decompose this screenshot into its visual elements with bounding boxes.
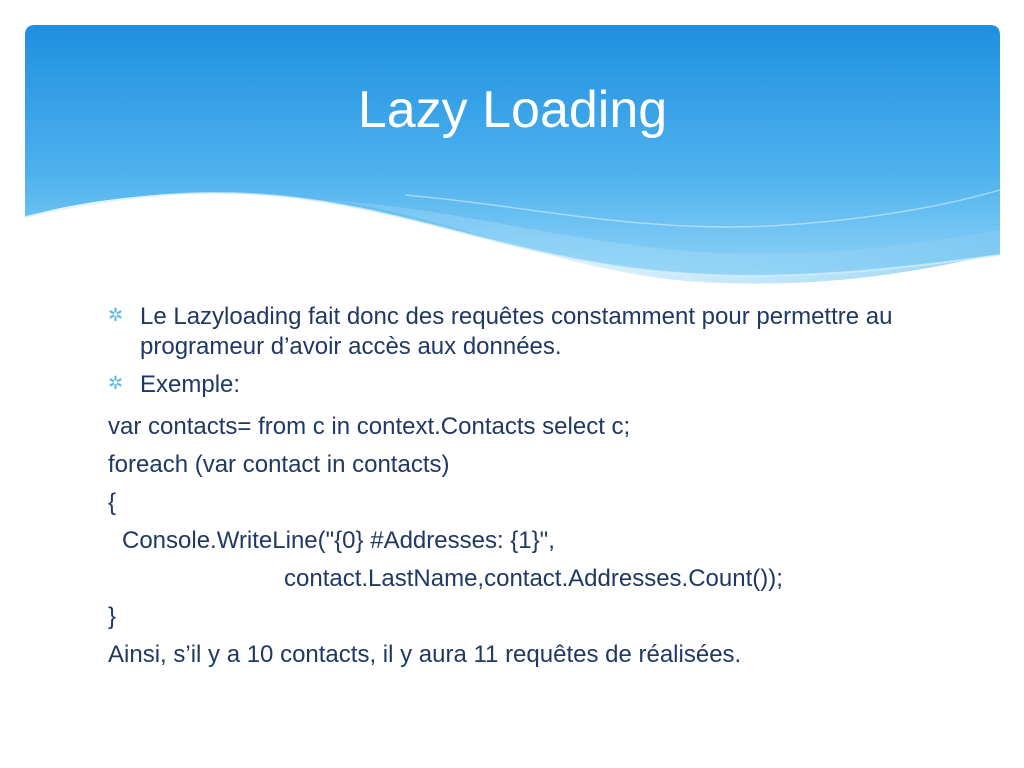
code-line: } — [108, 603, 117, 630]
asterisk-icon: ✲ — [108, 373, 124, 393]
bullet-item — [108, 302, 928, 362]
code-line: { — [108, 489, 117, 516]
conclusion-text: Ainsi, s’il y a 10 contacts, il y aura 11 requêtes de réalisées. — [108, 641, 742, 668]
slide-header — [25, 25, 1000, 285]
code-line: var contacts= from c in context.Contacts select c; — [108, 413, 631, 440]
slide-body — [108, 302, 928, 674]
code-line: Console.WriteLine("{0} #Addresses: {1}", — [122, 527, 555, 554]
header-wave-background — [25, 25, 1000, 285]
slide-title: Lazy Loading — [357, 81, 668, 139]
code-line: contact.LastName,contact.Addresses.Count()); — [284, 565, 783, 592]
asterisk-icon: ✲ — [108, 305, 124, 325]
code-line: foreach (var contact in contacts) — [108, 451, 450, 478]
bullet-item — [108, 370, 928, 400]
bullet-text: Le Lazyloading fait donc des requêtes constamment pour permettre au programeur d’avoir accès aux données. — [140, 303, 893, 360]
bullet-text: Exemple: — [140, 371, 241, 398]
